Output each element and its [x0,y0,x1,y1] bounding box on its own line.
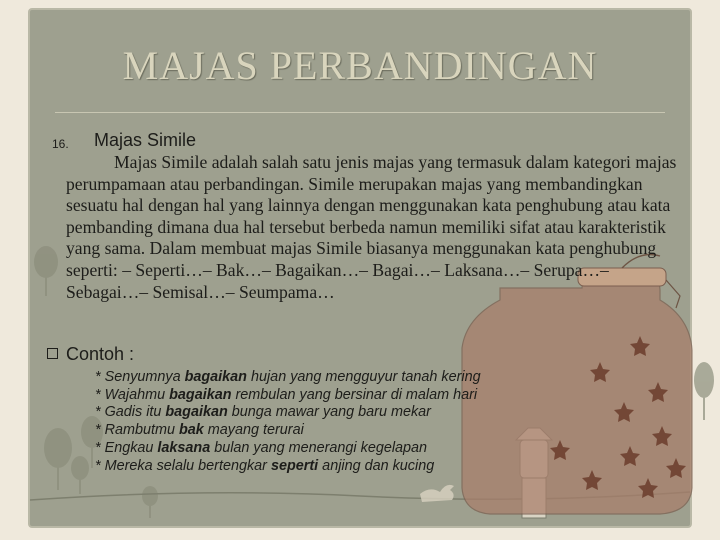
bullet-square-icon [47,348,58,359]
paragraph-line: merupakan majas yang membandingkan sesuatu hal dengan hal yang [66,173,643,216]
example-item: * Gadis itu bagaikan bunga mawar yang baru mekar [95,404,431,421]
example-keyword: bak [178,422,204,439]
paragraph-line: Majas Simile adalah salah satu jenis majas yang termasuk [114,152,522,172]
bird-icon [420,485,454,502]
example-item: * Engkau laksana bulan yang menerangi kegelapan [95,439,428,456]
title-divider [55,112,665,113]
section-heading: Majas Simile [94,130,197,150]
example-keyword: bagaikan [169,386,232,403]
paragraph-line: pembanding dimana dua hal tersebut berbeda namun memiliki sifat [66,216,540,237]
example-keyword: laksana [157,439,211,456]
definition-paragraph [66,152,682,303]
slide-title: MAJAS PERBANDINGAN [122,43,598,88]
examples-heading: Contoh : [66,344,135,364]
example-item: * Mereka selalu bertengkar seperti anjing dan kucing [95,457,435,474]
paragraph-line: dalam kategori majas perumpamaan atau perbandingan. Simile [66,152,677,194]
paragraph-line: – Seperti…– Bak…– Bagaikan…– Bagai…– Laksana…– Serupa…– [122,259,609,280]
example-item: * Wajahmu bagaikan rembulan yang bersinar di malam hari [95,386,478,403]
section-number: 16. [52,137,69,151]
tree-icon [694,362,714,420]
examples-list [95,369,595,475]
example-keyword: seperti [270,457,319,474]
paragraph-line: atau karakteristik yang sama. Dalam membuat majas Simile biasanya [66,216,666,259]
paragraph-line: menggunakan kata penghubung seperti: [66,238,657,280]
paragraph-line: lainnya dengan menggunakan kata penghubung atau kata [267,195,671,216]
example-item: * Rambutmu bak mayang terurai [95,422,304,439]
paragraph-line: Sebagai…– Semisal…– Seumpama… [66,281,335,302]
example-item: * Senyumnya bagaikan hujan yang mengguyur tanah kering [95,369,481,385]
example-keyword: bagaikan [165,404,228,421]
example-keyword: bagaikan [184,369,247,385]
